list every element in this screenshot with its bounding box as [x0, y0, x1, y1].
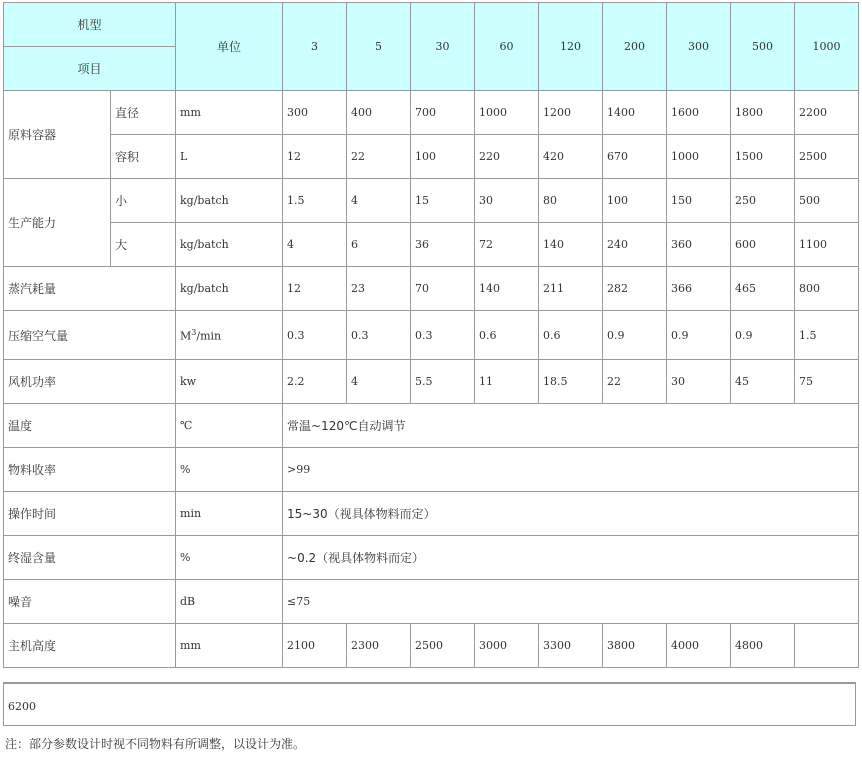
footnote: 注：部分参数设计时视不同物料有所调整，以设计为准。 [5, 737, 306, 751]
cell: 100 [411, 135, 475, 179]
cell: 100 [603, 179, 667, 223]
cell: 3300 [539, 624, 603, 668]
cell: 12 [283, 135, 347, 179]
table-row [4, 223, 859, 267]
cell: 2300 [347, 624, 411, 668]
cell: 420 [539, 135, 603, 179]
cell: 30 [475, 179, 539, 223]
model-col: 200 [603, 3, 667, 91]
table-row [4, 404, 859, 448]
cell: 140 [475, 267, 539, 311]
cell: 2.2 [283, 360, 347, 404]
row-label: 温度 [4, 404, 176, 448]
row-unit: kg/batch [176, 179, 283, 223]
cell: 12 [283, 267, 347, 311]
cell: 1.5 [795, 311, 859, 360]
table-row [4, 360, 859, 404]
cell: 18.5 [539, 360, 603, 404]
table-row [4, 135, 859, 179]
cell: 4800 [731, 624, 795, 668]
cell: 400 [347, 91, 411, 135]
row-unit: L [176, 135, 283, 179]
cell: 23 [347, 267, 411, 311]
cell: 600 [731, 223, 795, 267]
model-col: 5 [347, 3, 411, 91]
overflow-cell [3, 682, 856, 726]
row-label: 风机功率 [4, 360, 176, 404]
cell: 800 [795, 267, 859, 311]
table-row [4, 492, 859, 536]
cell: 150 [667, 179, 731, 223]
table-row [4, 580, 859, 624]
row-label: 小 [111, 179, 176, 223]
cell: 140 [539, 223, 603, 267]
row-label: 物料收率 [4, 448, 176, 492]
cell: 4 [347, 360, 411, 404]
cell: 70 [411, 267, 475, 311]
cell: 1.5 [283, 179, 347, 223]
cell: 1000 [667, 135, 731, 179]
row-unit: dB [176, 580, 283, 624]
cell: 15 [411, 179, 475, 223]
cell: 80 [539, 179, 603, 223]
spec-table [3, 2, 859, 668]
cell-merged: 15~30（视具体物料而定） [283, 492, 859, 536]
cell: 1800 [731, 91, 795, 135]
cell: 0.3 [283, 311, 347, 360]
cell: 75 [795, 360, 859, 404]
row-label: 操作时间 [4, 492, 176, 536]
cell: 3800 [603, 624, 667, 668]
row-label: 大 [111, 223, 176, 267]
table-row [4, 448, 859, 492]
cell: 465 [731, 267, 795, 311]
overflow-value: 6200 [8, 700, 36, 713]
cell: 0.6 [539, 311, 603, 360]
cell: 220 [475, 135, 539, 179]
row-label: 直径 [111, 91, 176, 135]
cell: 0.9 [603, 311, 667, 360]
cell: 0.3 [347, 311, 411, 360]
model-col: 3 [283, 3, 347, 91]
unit-label: 单位 [176, 3, 283, 91]
row-label: 压缩空气量 [4, 311, 176, 360]
model-col: 30 [411, 3, 475, 91]
table-row [4, 179, 859, 223]
cell: 4 [347, 179, 411, 223]
cell: 0.6 [475, 311, 539, 360]
table-row [4, 311, 859, 360]
row-unit: kg/batch [176, 267, 283, 311]
row-unit: $M^3/\min$ [176, 311, 283, 360]
cell: 0.3 [411, 311, 475, 360]
row-label: 终湿含量 [4, 536, 176, 580]
cell-merged: 常温~120℃自动调节 [283, 404, 859, 448]
cell: 4000 [667, 624, 731, 668]
row-unit: ℃ [176, 404, 283, 448]
header-row [4, 3, 859, 47]
cell: 2100 [283, 624, 347, 668]
cell: 300 [283, 91, 347, 135]
cell: 500 [795, 179, 859, 223]
cell: 1000 [475, 91, 539, 135]
row-group-label: 生产能力 [4, 179, 111, 267]
row-unit: mm [176, 624, 283, 668]
cell: 1200 [539, 91, 603, 135]
cell: 11 [475, 360, 539, 404]
cell: 1400 [603, 91, 667, 135]
cell: 5.5 [411, 360, 475, 404]
cell: 36 [411, 223, 475, 267]
cell: 240 [603, 223, 667, 267]
row-label: 主机高度 [4, 624, 176, 668]
cell: 250 [731, 179, 795, 223]
cell: 1100 [795, 223, 859, 267]
cell: 2500 [411, 624, 475, 668]
cell: 0.9 [731, 311, 795, 360]
table-row [4, 267, 859, 311]
cell-merged: >99 [283, 448, 859, 492]
cell: 72 [475, 223, 539, 267]
row-unit: mm [176, 91, 283, 135]
row-group-label: 原料容器 [4, 91, 111, 179]
cell: 0.9 [667, 311, 731, 360]
cell-merged: ≤75 [283, 580, 859, 624]
row-label: 容积 [111, 135, 176, 179]
row-unit: kg/batch [176, 223, 283, 267]
model-col: 300 [667, 3, 731, 91]
cell: 1500 [731, 135, 795, 179]
cell-merged: ~0.2（视具体物料而定） [283, 536, 859, 580]
cell: 211 [539, 267, 603, 311]
cell: 22 [347, 135, 411, 179]
cell: 282 [603, 267, 667, 311]
table-row [4, 624, 859, 668]
model-col: 60 [475, 3, 539, 91]
cell: 700 [411, 91, 475, 135]
cell: 366 [667, 267, 731, 311]
row-label: 噪音 [4, 580, 176, 624]
cell: 30 [667, 360, 731, 404]
cell [795, 624, 859, 668]
cell: 22 [603, 360, 667, 404]
cell: 6 [347, 223, 411, 267]
cell: 4 [283, 223, 347, 267]
cell: 1600 [667, 91, 731, 135]
cell: 670 [603, 135, 667, 179]
cell: 3000 [475, 624, 539, 668]
table-row [4, 536, 859, 580]
row-label: 蒸汽耗量 [4, 267, 176, 311]
item-label: 项目 [4, 47, 176, 91]
row-unit: min [176, 492, 283, 536]
model-label: 机型 [4, 3, 176, 47]
cell: 45 [731, 360, 795, 404]
row-unit: kw [176, 360, 283, 404]
cell: 360 [667, 223, 731, 267]
row-unit: % [176, 536, 283, 580]
row-unit: % [176, 448, 283, 492]
table-row [4, 91, 859, 135]
model-col: 1000 [795, 3, 859, 91]
cell: 2500 [795, 135, 859, 179]
cell: 2200 [795, 91, 859, 135]
model-col: 120 [539, 3, 603, 91]
model-col: 500 [731, 3, 795, 91]
